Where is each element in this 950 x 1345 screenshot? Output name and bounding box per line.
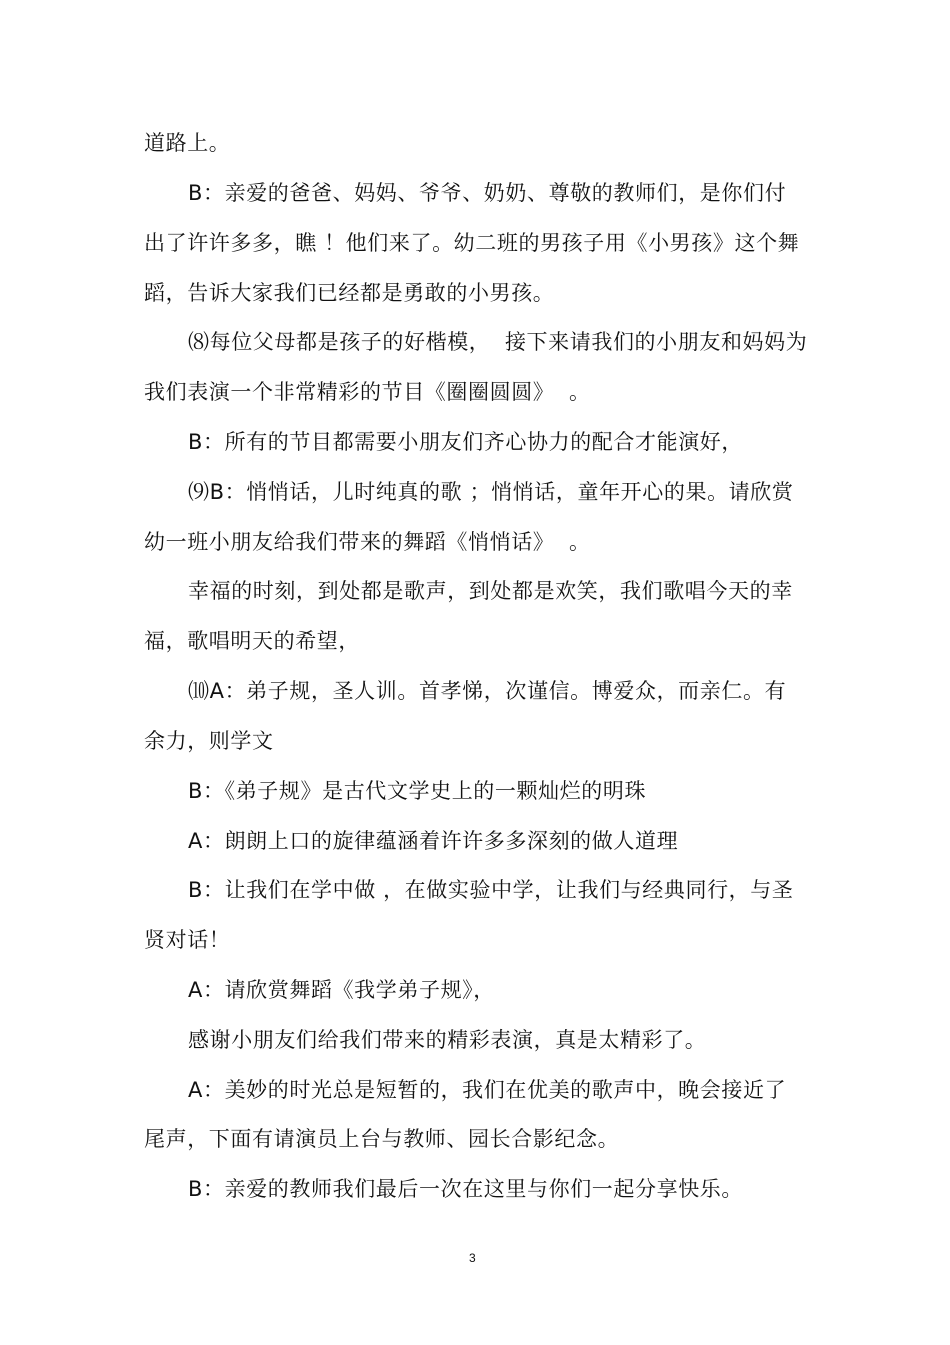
text-line: 福，歌唱明天的希望， [144,629,360,653]
text-line: B：所有的节目都需要小朋友们齐心协力的配合才能演好， [188,430,744,454]
text-line: 幼一班小朋友给我们带来的舞蹈《悄悄话》 。 [144,530,591,554]
text-line: 贤对话！ [144,928,231,952]
text-line: B：亲爱的爸爸、妈妈、爷爷、奶奶、尊敬的教师们，是你们付 [188,181,787,205]
text-line: B：亲爱的教师我们最后一次在这里与你们一起分享快乐。 [188,1177,744,1201]
text-line: ⑻每位父母都是孩子的好楷模， 接下来请我们的小朋友和妈妈为 [188,330,808,354]
text-line: ⑽A：弟子规，圣人训。首孝悌，次谨信。博爱众，而亲仁。有 [188,679,787,703]
text-line: 感谢小朋友们给我们带来的精彩表演，真是太精彩了。 [188,1028,707,1052]
text-line: A：美妙的时光总是短暂的，我们在优美的歌声中，晚会接近了 [188,1078,787,1102]
text-line: 我们表演一个非常精彩的节目《圈圈圆圆》 。 [144,380,591,404]
text-line: 蹈，告诉大家我们已经都是勇敢的小男孩。 [144,281,555,305]
text-line: ⑼B：悄悄话，儿时纯真的歌 ；悄悄话，童年开心的果。请欣赏 [188,480,794,504]
text-line: 出了许许多多，瞧 ！他们来了。幼二班的男孩子用《小男孩》这个舞 [144,231,800,255]
page-number: 3 [469,1251,476,1265]
text-line: A：朗朗上口的旋律蕴涵着许许多多深刻的做人道理 [188,829,679,853]
text-line: A：请欣赏舞蹈《我学弟子规》， [188,978,495,1002]
text-line: 道路上。 [144,131,231,155]
text-line: B：让我们在学中做 ，在做实验中学，让我们与经典同行，与圣 [188,878,794,902]
text-line: 余力，则学文 [144,729,274,753]
text-line: 幸福的时刻，到处都是歌声，到处都是欢笑，我们歌唱今天的幸 [188,579,793,603]
text-line: 尾声，下面有请演员上台与教师、园长合影纪念。 [144,1127,620,1151]
text-line: B：《弟子规》是古代文学史上的一颗灿烂的明珠 [188,779,647,803]
